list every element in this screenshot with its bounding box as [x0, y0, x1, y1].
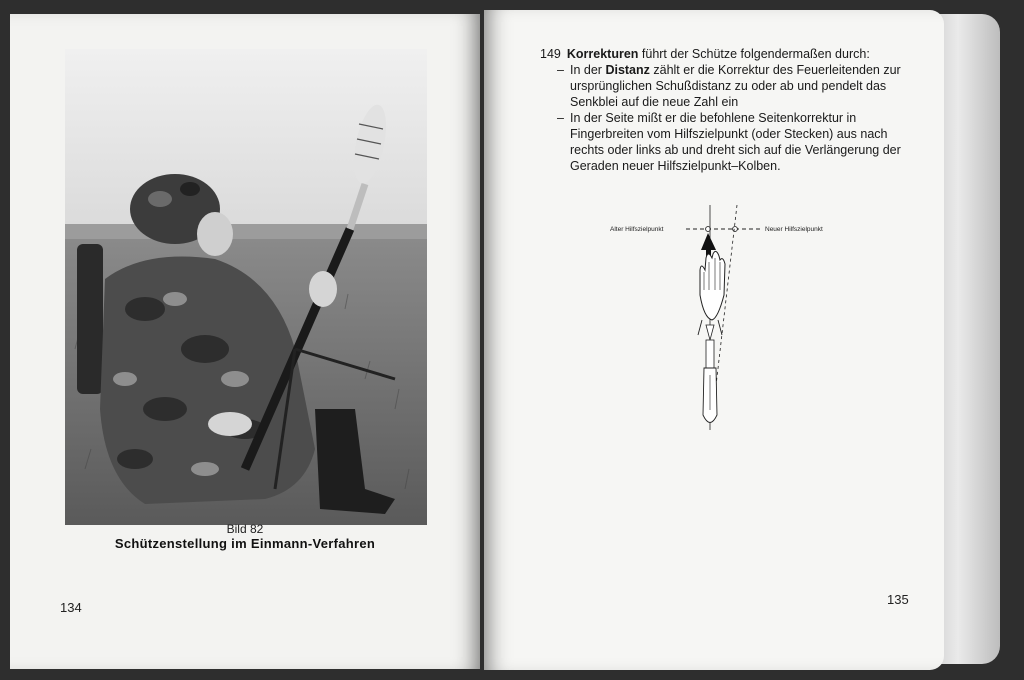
list-dash: – — [557, 63, 564, 77]
heading-rest: führt der Schütze folgendermaßen durch: — [641, 47, 870, 61]
list-item-side — [540, 110, 920, 174]
figure-title: Schützenstellung im Einmann-Verfahren — [114, 536, 376, 551]
item-lead: In der — [570, 63, 606, 77]
soldier-photo-image — [65, 49, 427, 525]
weapon-front-sight — [706, 325, 714, 340]
label-old-aim-point: Alter Hilfszielpunkt — [610, 226, 664, 233]
item-text: zählt er die Korrektur des Feuerleitenden zur ursprünglichen Schußdistanz zu oder ab und pendelt das Senkblei auf die neue Zahl ein — [570, 63, 901, 109]
item-lead: In der Seite mißt er die befohlene Seitenkorrektur in Fingerbreiten vom Hilfszielpunkt (oder Stecken) aus nach rechts oder links ab und dreht sich auf die Verlängerung der Geraden neuer Hilfszielpunkt–Kolben. — [570, 111, 901, 173]
paragraph-number: 149 — [540, 47, 561, 61]
right-page-number: 135 — [887, 592, 909, 607]
new-aim-point-marker — [733, 227, 738, 232]
left-page-number: 134 — [60, 600, 82, 615]
weapon-body — [706, 340, 714, 368]
aim-correction-diagram — [600, 200, 860, 440]
left-page — [10, 14, 480, 669]
label-new-aim-point: Neuer Hilfszielpunkt — [765, 226, 823, 233]
list-dash: – — [557, 111, 564, 125]
figure-number: Bild 82 — [226, 522, 264, 536]
soldier-photo — [65, 49, 427, 525]
paragraph-149 — [540, 46, 920, 174]
paragraph-heading — [540, 46, 920, 62]
heading-bold: Korrekturen — [566, 47, 639, 61]
list-item-distance — [540, 62, 920, 110]
item-bold-term: Distanz — [605, 63, 650, 77]
